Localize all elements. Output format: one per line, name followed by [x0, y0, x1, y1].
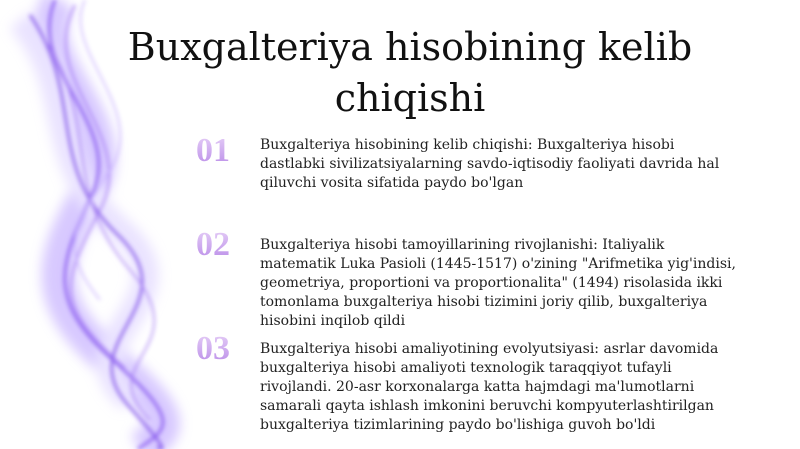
item-number: 03	[196, 332, 246, 366]
item-text: Buxgalteriya hisobi amaliyotining evolyutsiyasi: asrlar davomida buxgalteriya hisobi amaliyoti texnologik taraqqiyot tufayli rivojlandi. 20-asr korxonalarga katta hajmdagi ma'lumotlarni samarali qayta ishlash imkonini beruvchi kompyuterlashtirilgan buxgalteriya tizimlarining paydo bo'lishiga guvoh bo'ldi	[260, 341, 719, 433]
item-number: 01	[196, 134, 246, 168]
item-text: Buxgalteriya hisobi tamoyillarining rivojlanishi: Italiyalik matematik Luka Pasioli (1445-1517) o'zining "Arifmetika yig'indisi, geometriya, proportioni va proportionalita" (1494) risolasida ikki tomonlama buxgalteriya hisobi tizimini joriy qilib, buxgalteriya hisobini inqilob qildi	[260, 237, 736, 329]
slide-title: Buxgalteriya hisobining kelib chiqishi	[127, 25, 693, 120]
item-text: Buxgalteriya hisobining kelib chiqishi: Buxgalteriya hisobi dastlabki sivilizatsiyalarning savdo-iqtisodiy faoliyati davrida hal qiluvchi vosita sifatida paydo bo'lgan	[260, 137, 720, 191]
item-number: 02	[196, 228, 246, 262]
